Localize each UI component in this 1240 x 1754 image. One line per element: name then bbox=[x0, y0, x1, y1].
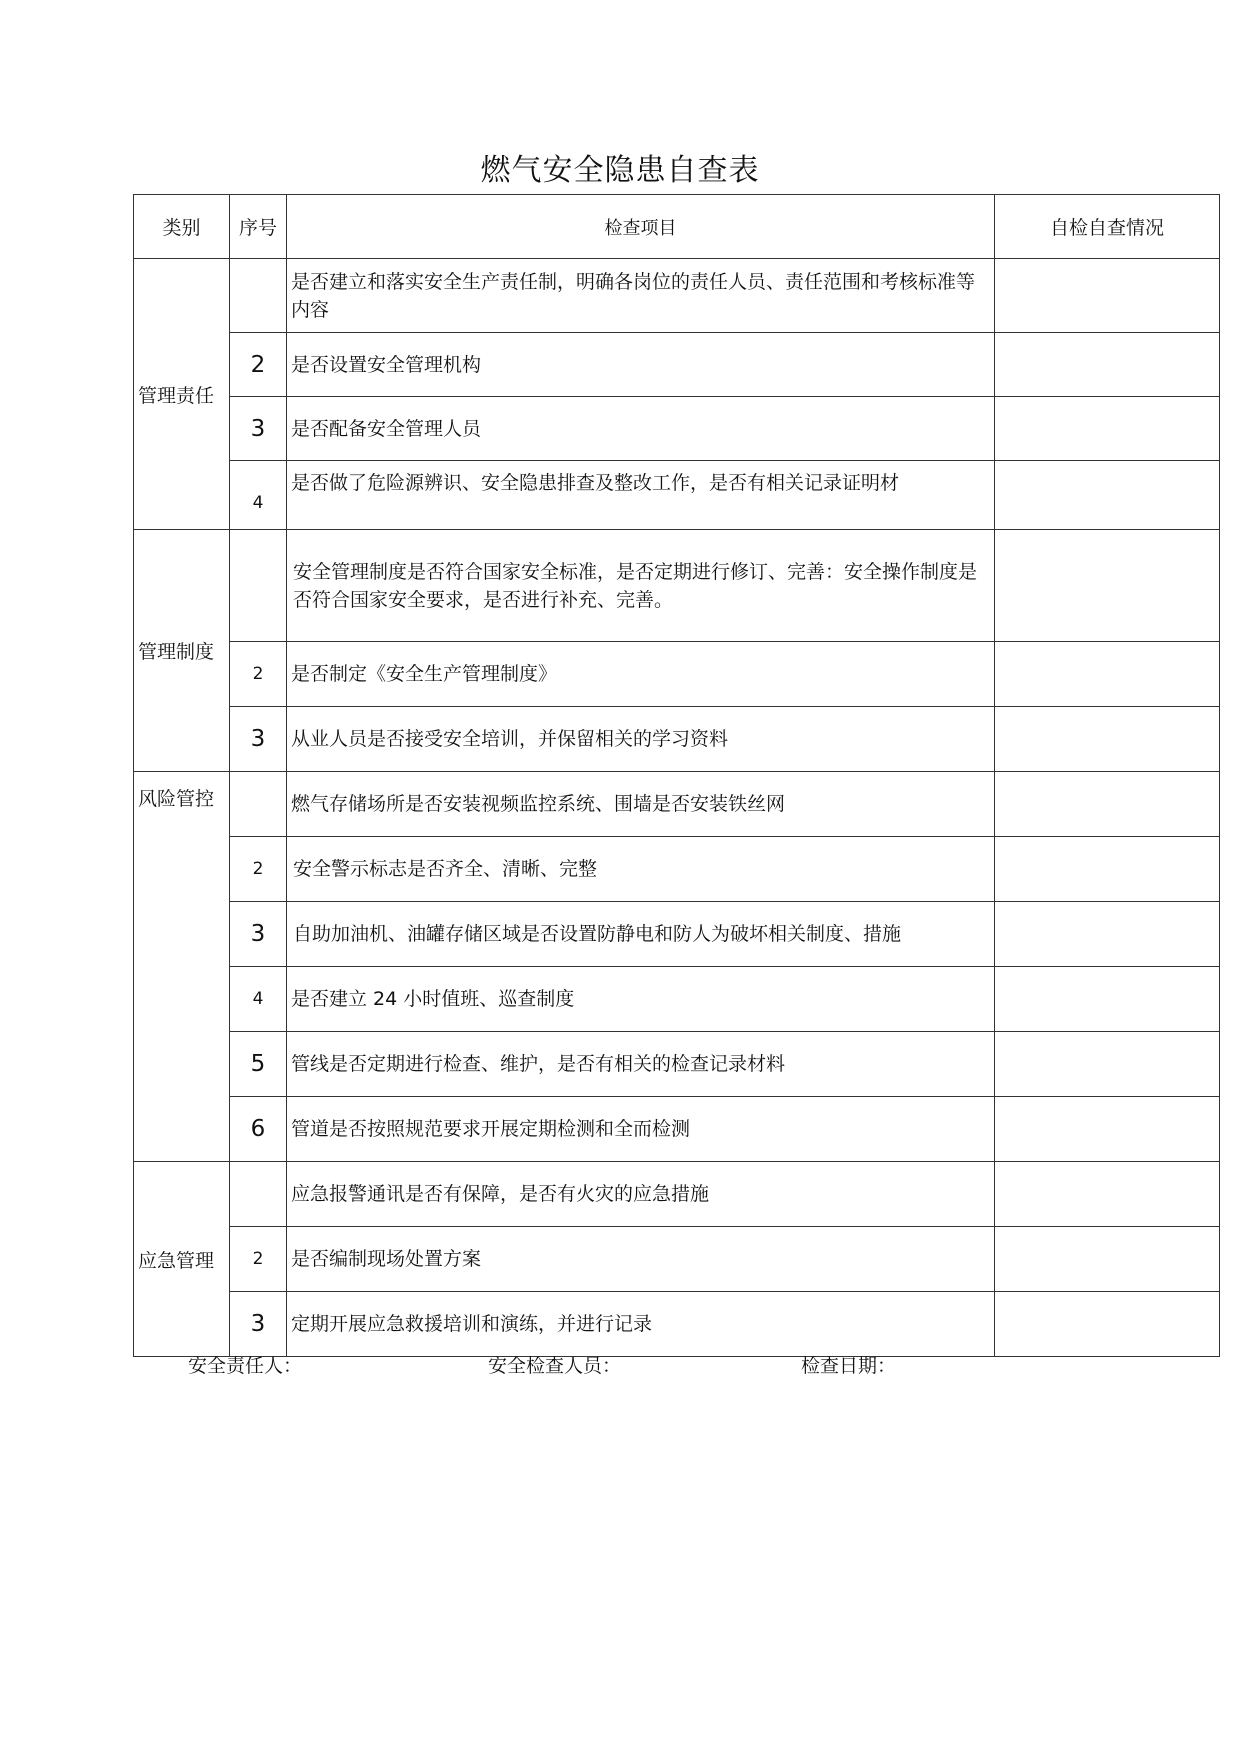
table-row bbox=[134, 530, 1220, 642]
row-number: 3 bbox=[230, 1292, 287, 1357]
category-cell: 风险管控 bbox=[134, 772, 230, 1162]
table-row bbox=[134, 1162, 1220, 1227]
table-row bbox=[134, 707, 1220, 772]
result-cell[interactable] bbox=[995, 1097, 1220, 1162]
row-number: 4 bbox=[230, 461, 287, 530]
table-row bbox=[134, 397, 1220, 461]
check-item: 是否做了危险源辨识、安全隐患排查及整改工作，是否有相关记录证明材 bbox=[287, 461, 995, 530]
table-row bbox=[134, 642, 1220, 707]
table-row bbox=[134, 1227, 1220, 1292]
check-item: 是否建立和落实安全生产责任制，明确各岗位的责任人员、责任范围和考核标准等内容 bbox=[287, 259, 995, 333]
result-cell[interactable] bbox=[995, 1292, 1220, 1357]
check-item: 是否制定《安全生产管理制度》 bbox=[287, 642, 995, 707]
result-cell[interactable] bbox=[995, 642, 1220, 707]
row-number: 3 bbox=[230, 397, 287, 461]
result-cell[interactable] bbox=[995, 1162, 1220, 1227]
result-cell[interactable] bbox=[995, 837, 1220, 902]
footer-date: 检查日期： bbox=[801, 1355, 897, 1377]
check-item: 定期开展应急救援培训和演练，并进行记录 bbox=[287, 1292, 995, 1357]
result-cell[interactable] bbox=[995, 967, 1220, 1032]
result-cell[interactable] bbox=[995, 1227, 1220, 1292]
header-result: 自检自查情况 bbox=[995, 195, 1220, 259]
result-cell[interactable] bbox=[995, 707, 1220, 772]
check-item: 是否编制现场处置方案 bbox=[287, 1227, 995, 1292]
row-number: 3 bbox=[230, 707, 287, 772]
page-title: 燃气安全隐患自查表 bbox=[480, 153, 760, 188]
check-item: 从业人员是否接受安全培训，并保留相关的学习资料 bbox=[287, 707, 995, 772]
result-cell[interactable] bbox=[995, 902, 1220, 967]
category-cell: 应急管理 bbox=[134, 1162, 230, 1357]
header-number: 序号 bbox=[230, 195, 287, 259]
header-category: 类别 bbox=[134, 195, 230, 259]
footer-inspector: 安全检查人员： bbox=[488, 1355, 622, 1377]
table-row bbox=[134, 967, 1220, 1032]
result-cell[interactable] bbox=[995, 397, 1220, 461]
table-row bbox=[134, 1097, 1220, 1162]
result-cell[interactable] bbox=[995, 259, 1220, 333]
table-row bbox=[134, 461, 1220, 530]
check-item: 管道是否按照规范要求开展定期检测和全而检测 bbox=[287, 1097, 995, 1162]
check-item: 是否建立 24 小时值班、巡查制度 bbox=[287, 967, 995, 1032]
row-number: 2 bbox=[230, 333, 287, 397]
row-number bbox=[230, 530, 287, 642]
category-cell: 管理责任 bbox=[134, 259, 230, 530]
table-row bbox=[134, 837, 1220, 902]
check-item: 是否配备安全管理人员 bbox=[287, 397, 995, 461]
check-item: 燃气存储场所是否安装视频监控系统、围墙是否安装铁丝网 bbox=[287, 772, 995, 837]
result-cell[interactable] bbox=[995, 772, 1220, 837]
check-item: 管线是否定期进行检查、维护，是否有相关的检查记录材料 bbox=[287, 1032, 995, 1097]
row-number: 2 bbox=[230, 837, 287, 902]
result-cell[interactable] bbox=[995, 530, 1220, 642]
result-cell[interactable] bbox=[995, 333, 1220, 397]
check-item: 自助加油机、油罐存储区域是否设置防静电和防人为破坏相关制度、措施 bbox=[287, 902, 995, 967]
table-row bbox=[134, 333, 1220, 397]
row-number: 4 bbox=[230, 967, 287, 1032]
table-row bbox=[134, 259, 1220, 333]
footer-safety-owner: 安全责任人： bbox=[188, 1355, 303, 1377]
table-row bbox=[134, 1292, 1220, 1357]
table-row bbox=[134, 902, 1220, 967]
row-number bbox=[230, 259, 287, 333]
result-cell[interactable] bbox=[995, 461, 1220, 530]
table-row bbox=[134, 772, 1220, 837]
category-cell: 管理制度 bbox=[134, 530, 230, 772]
inspection-table bbox=[133, 194, 1220, 1357]
row-number: 5 bbox=[230, 1032, 287, 1097]
table-row bbox=[134, 1032, 1220, 1097]
row-number: 6 bbox=[230, 1097, 287, 1162]
check-item: 应急报警通讯是否有保障，是否有火灾的应急措施 bbox=[287, 1162, 995, 1227]
table-header-row bbox=[134, 195, 1220, 259]
row-number: 3 bbox=[230, 902, 287, 967]
row-number bbox=[230, 772, 287, 837]
check-item: 安全警示标志是否齐全、清晰、完整 bbox=[287, 837, 995, 902]
check-item: 是否设置安全管理机构 bbox=[287, 333, 995, 397]
row-number bbox=[230, 1162, 287, 1227]
check-item: 安全管理制度是否符合国家安全标准，是否定期进行修订、完善：安全操作制度是否符合国家安全要求，是否进行补充、完善。 bbox=[287, 530, 995, 642]
row-number: 2 bbox=[230, 642, 287, 707]
result-cell[interactable] bbox=[995, 1032, 1220, 1097]
header-item: 检查项目 bbox=[287, 195, 995, 259]
row-number: 2 bbox=[230, 1227, 287, 1292]
